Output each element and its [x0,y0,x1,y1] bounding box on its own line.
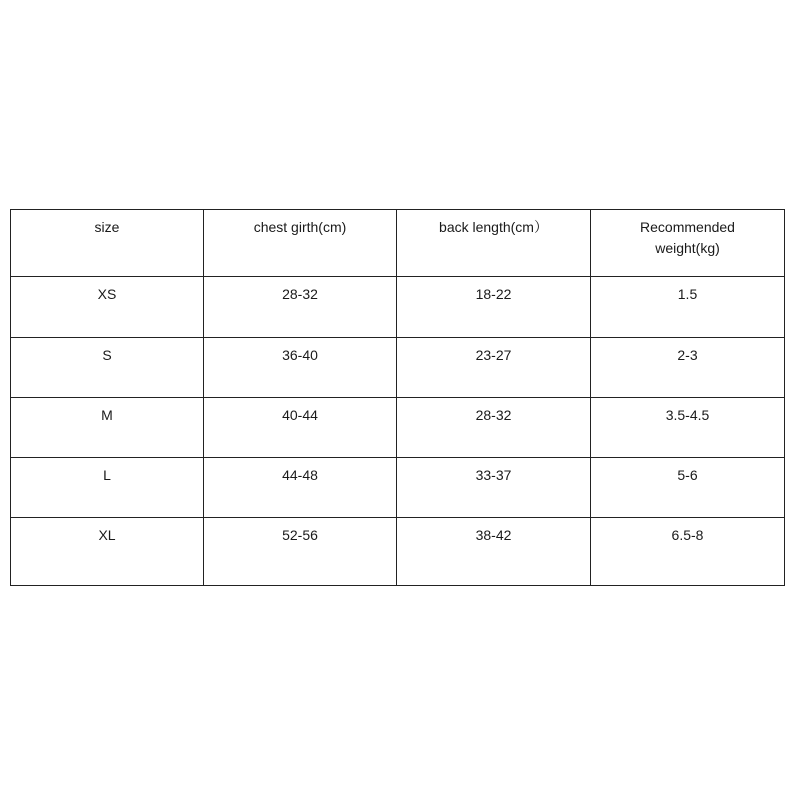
cell-recommended-weight: 3.5-4.5 [591,398,785,458]
cell-chest-girth: 44-48 [204,458,397,518]
table-row [11,338,785,398]
cell-recommended-weight: 5-6 [591,458,785,518]
table-row [11,518,785,586]
header-back-length: back length(cm） [397,210,591,277]
cell-recommended-weight: 6.5-8 [591,518,785,586]
cell-chest-girth: 40-44 [204,398,397,458]
header-recommended-weight [591,210,785,277]
cell-back-length: 28-32 [397,398,591,458]
header-chest-girth: chest girth(cm) [204,210,397,277]
cell-recommended-weight: 1.5 [591,277,785,338]
cell-recommended-weight: 2-3 [591,338,785,398]
cell-chest-girth: 36-40 [204,338,397,398]
table-row [11,277,785,338]
cell-back-length: 18-22 [397,277,591,338]
cell-size: XS [11,277,204,338]
size-chart-table [10,209,785,586]
table-row [11,398,785,458]
header-recommended-weight-label: Recommended weight(kg) [640,219,735,256]
cell-chest-girth: 28-32 [204,277,397,338]
table-row [11,458,785,518]
table-header-row [11,210,785,277]
cell-chest-girth: 52-56 [204,518,397,586]
cell-back-length: 38-42 [397,518,591,586]
cell-back-length: 33-37 [397,458,591,518]
header-size: size [11,210,204,277]
cell-size: M [11,398,204,458]
cell-size: XL [11,518,204,586]
cell-size: L [11,458,204,518]
cell-size: S [11,338,204,398]
cell-back-length: 23-27 [397,338,591,398]
